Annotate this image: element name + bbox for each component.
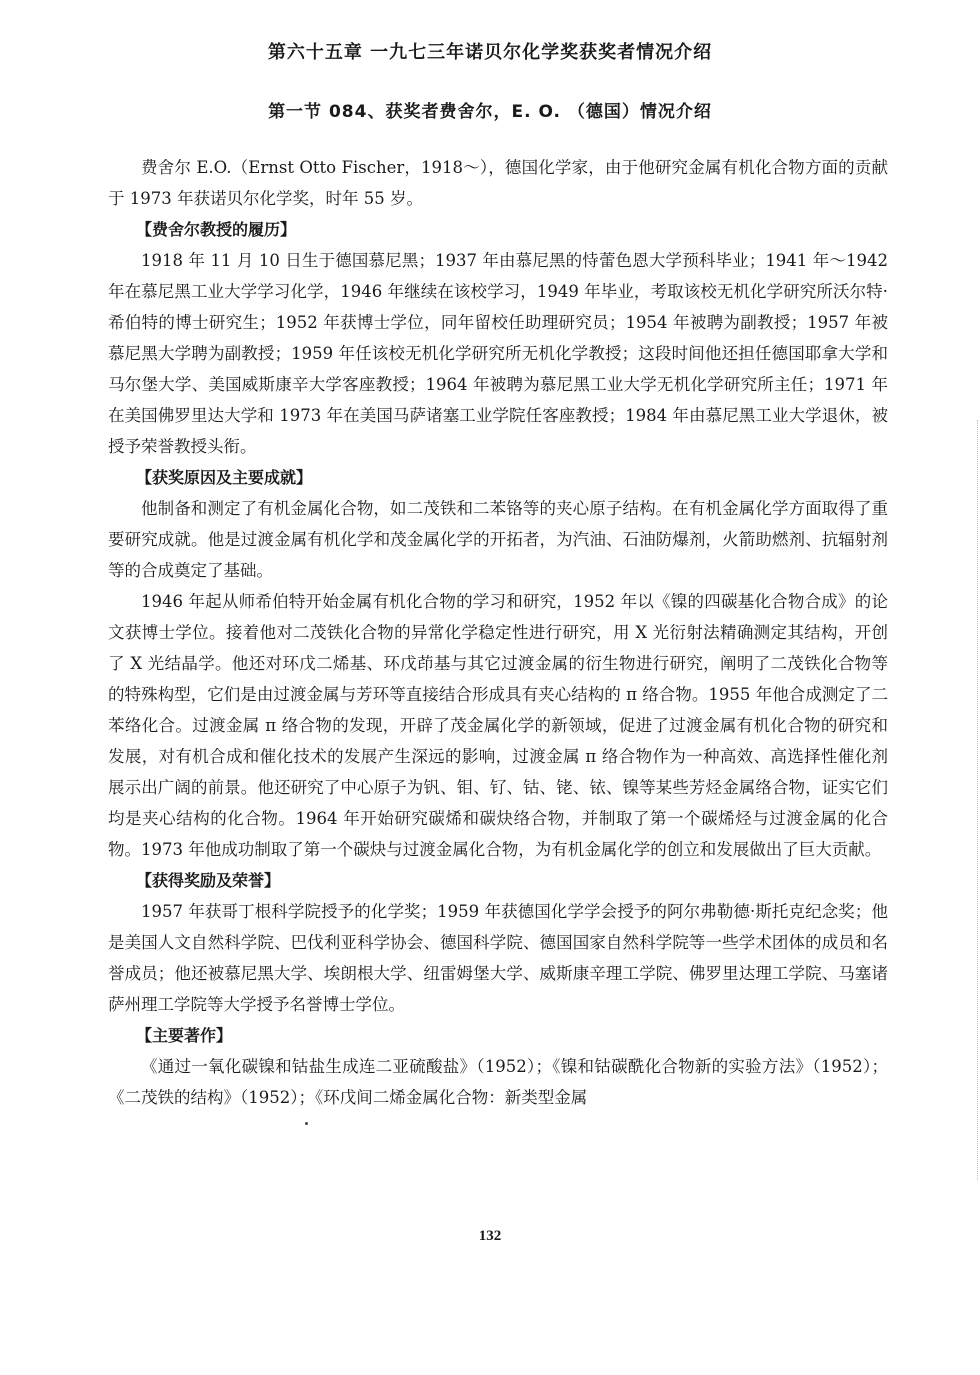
award-reason-paragraph-1: 他制备和测定了有机金属化合物，如二茂铁和二苯铬等的夹心原子结构。在有机金属化学方面取得了重要研究成就。他是过渡金属有机化学和茂金属化学的开拓者，为汽油、石油防爆剂，火箭助燃剂、抗辐射剂等的合成奠定了基础。	[108, 499, 888, 580]
honors-paragraph: 1957 年获哥丁根科学院授予的化学奖；1959 年获德国化学学会授予的阿尔弗勒德·斯托克纪念奖；他是美国人文自然科学院、巴伐利亚科学协会、德国科学院、德国国家自然科学院等一些学术团体的成员和名誉成员；他还被慕尼黑大学、埃朗根大学、纽雷姆堡大学、威斯康辛理工学院、佛罗里达理工学院、马塞诸萨州理工学院等大学授予名誉博士学位。	[108, 902, 888, 1014]
scan-edge-mark	[974, 420, 978, 1180]
award-reason-paragraph-2: 1946 年起从师希伯特开始金属有机化合物的学习和研究，1952 年以《镍的四碳基化合物合成》的论文获博士学位。接着他对二茂铁化合物的异常化学稳定性进行研究，用 X 光衍射法精确测定其结构，开创了 X 光结晶学。他还对环戊二烯基、环戊茚基与其它过渡金属的衍生物进行研究，阐明了二茂铁化合物等的特殊构型，它们是由过渡金属与芳环等直接结合形成具有夹心结构的 π 络合物。1955 年他合成测定了二苯络化合。过渡金属 π 络合物的发现，开辟了茂金属化学的新领域，促进了过渡金属有机化合物的研究和发展，对有机合成和催化技术的发展产生深远的影响，过渡金属 π 络合物作为一种高效、高选择性催化剂展示出广阔的前景。他还研究了中心原子为钒、钼、钌、钴、铑、铱、镍等某些芳烃金属络合物，证实它们均是夹心结构的化合物。1964 年开始研究碳烯和碳炔络合物，并制取了第一个碳烯烃与过渡金属的化合物。1973 年他成功制取了第一个碳炔与过渡金属化合物，为有机金属化学的创立和发展做出了巨大贡献。	[108, 592, 888, 859]
section-title: 第一节 084、获奖者费舍尔，E. O. （德国）情况介绍	[268, 102, 712, 122]
page-number: 132	[478, 1228, 502, 1244]
biography-paragraph: 1918 年 11 月 10 日生于德国慕尼黑；1937 年由慕尼黑的恃蕾色恩大学预科毕业；1941 年～1942 年在慕尼黑工业大学学习化学，1946 年继续在该校学习，1949 年毕业，考取该校无机化学研究所沃尔特·希伯特的博士研究生；1952 年获博士学位，同年留校任助理研究员；1954 年被聘为副教授；1957 年被慕尼黑大学聘为副教授；1959 年任该校无机化学研究所无机化学教授；这段时间他还担任德国耶拿大学和马尔堡大学、美国威斯康辛大学客座教授；1964 年被聘为慕尼黑工业大学无机化学研究所主任；1971 年在美国佛罗里达大学和 1973 年在美国马萨诸塞工业学院任客座教授；1984 年由慕尼黑工业大学退休，被授予荣誉教授头衔。	[108, 251, 888, 456]
chapter-title: 第六十五章 一九七三年诺贝尔化学奖获奖者情况介绍	[267, 42, 713, 63]
heading-biography: 【费舍尔教授的履历】	[136, 220, 297, 239]
heading-honors: 【获得奖励及荣誉】	[136, 871, 281, 890]
heading-publications: 【主要著作】	[136, 1026, 233, 1045]
intro-paragraph: 费舍尔 E.O.（Ernst Otto Fischer，1918～），德国化学家，由于他研究金属有机化合物方面的贡献于 1973 年获诺贝尔化学奖，时年 55 岁。	[108, 158, 888, 208]
heading-award-reason: 【获奖原因及主要成就】	[136, 468, 313, 487]
scan-dust-speck	[305, 1122, 308, 1125]
document-body	[108, 152, 888, 1113]
publications-paragraph: 《通过一氧化碳镍和钴盐生成连二亚硫酸盐》（1952）；《镍和钴碳酰化合物新的实验方法》（1952）；《二茂铁的结构》（1952）；《环戊间二烯金属化合物：新类型金属	[108, 1057, 888, 1107]
